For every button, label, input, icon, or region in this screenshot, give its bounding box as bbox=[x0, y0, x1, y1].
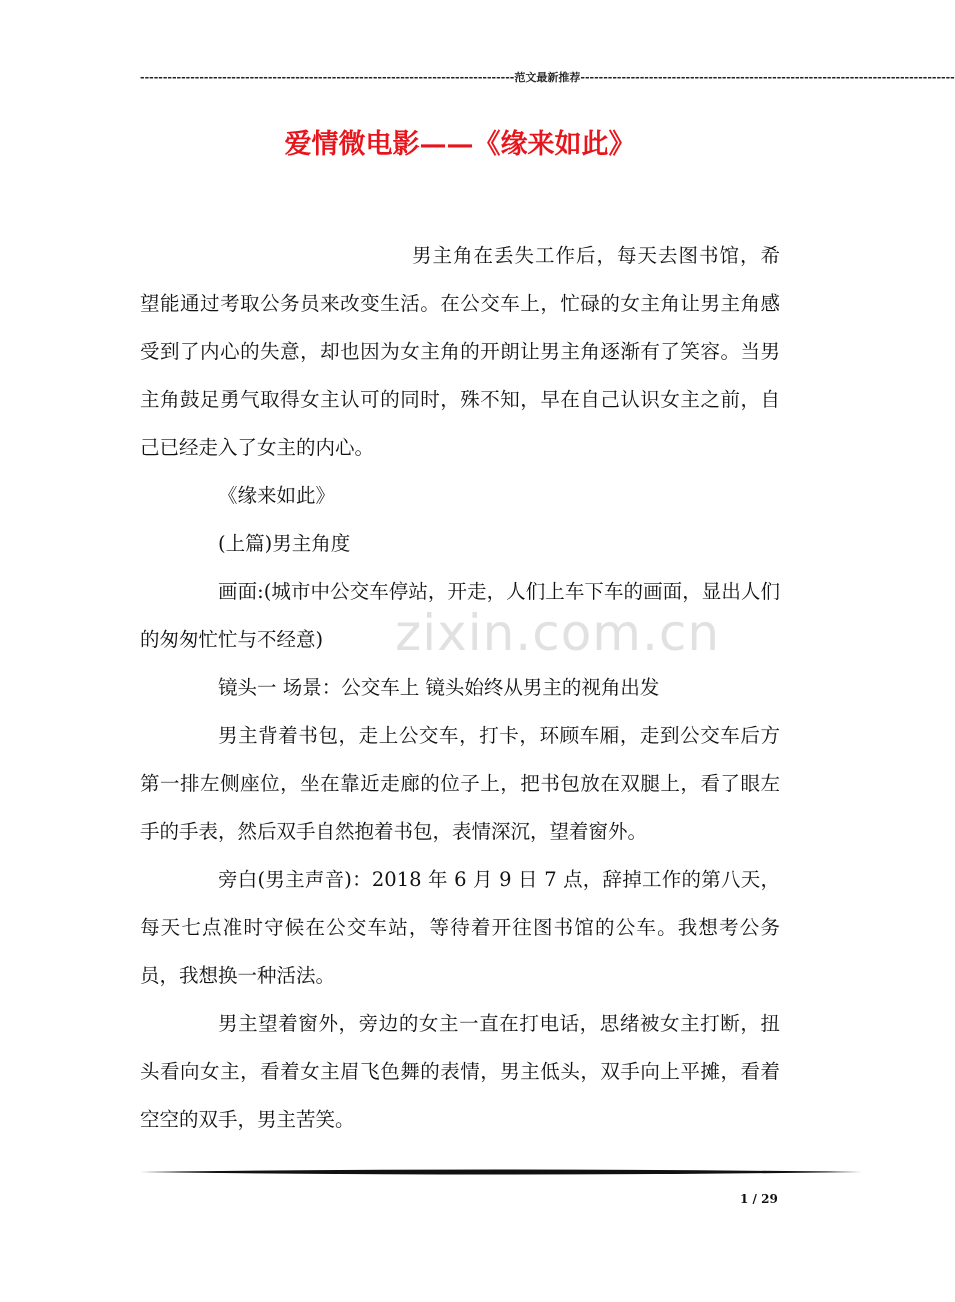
paragraph-action-1: 男主背着书包，走上公交车，打卡，环顾车厢，走到公交车后方第一排左侧座位，坐在靠近走廊的位子上，把书包放在双腿上，看了眼左手的手表，然后双手自然抱着书包，表情深沉，望着窗外。 bbox=[140, 724, 780, 843]
paragraph-narration: 旁白(男主声音)：2018 年 6 月 9 日 7 点，辞掉工作的第八天，每天七点准时守候在公交车站，等待着开往图书馆的公车。我想考公务员，我想换一种活法。 bbox=[140, 868, 780, 987]
header-label: 范文最新推荐 bbox=[514, 71, 581, 84]
paragraph-action-2: 男主望着窗外，旁边的女主一直在打电话，思绪被女主打断，扭头看向女主，看着女主眉飞色舞的表情，男主低头，双手向上平摊，看着空空的双手，男主苦笑。 bbox=[140, 1012, 780, 1131]
watermark: zixin.com.cn bbox=[395, 604, 721, 662]
paragraph-scene-picture: 画面:(城市中公交车停站，开走，人们上车下车的画面，显出人们的匆匆忙忙与不经意) bbox=[140, 580, 780, 651]
paragraph-part-heading: (上篇)男主角度 bbox=[218, 532, 351, 555]
header-dashes-right: ---------------------------------------------------------------------------------- bbox=[580, 70, 955, 84]
document-title: 爱情微电影——《缘来如此》 bbox=[284, 129, 636, 160]
footer-divider bbox=[140, 1168, 862, 1176]
header-dashes-left: ---------------------------------------------------------------------------------- bbox=[140, 70, 515, 84]
page-header bbox=[140, 69, 955, 85]
paragraph-film-title: 《缘来如此》 bbox=[218, 484, 336, 507]
document-body bbox=[140, 232, 780, 1144]
paragraph-shot-one: 镜头一 场景：公交车上 镜头始终从男主的视角出发 bbox=[218, 676, 660, 699]
paragraph-synopsis: 男主角在丢失工作后，每天去图书馆，希望能通过考取公务员来改变生活。在公交车上，忙碌的女主角让男主角感受到了内心的失意，却也因为女主角的开朗让男主角逐渐有了笑容。当男主角鼓足勇气取得女主认可的同时，殊不知，早在自己认识女主之前，自己已经走入了女主的内心。 bbox=[140, 244, 780, 459]
page-number: 1 / 29 bbox=[740, 1192, 778, 1206]
